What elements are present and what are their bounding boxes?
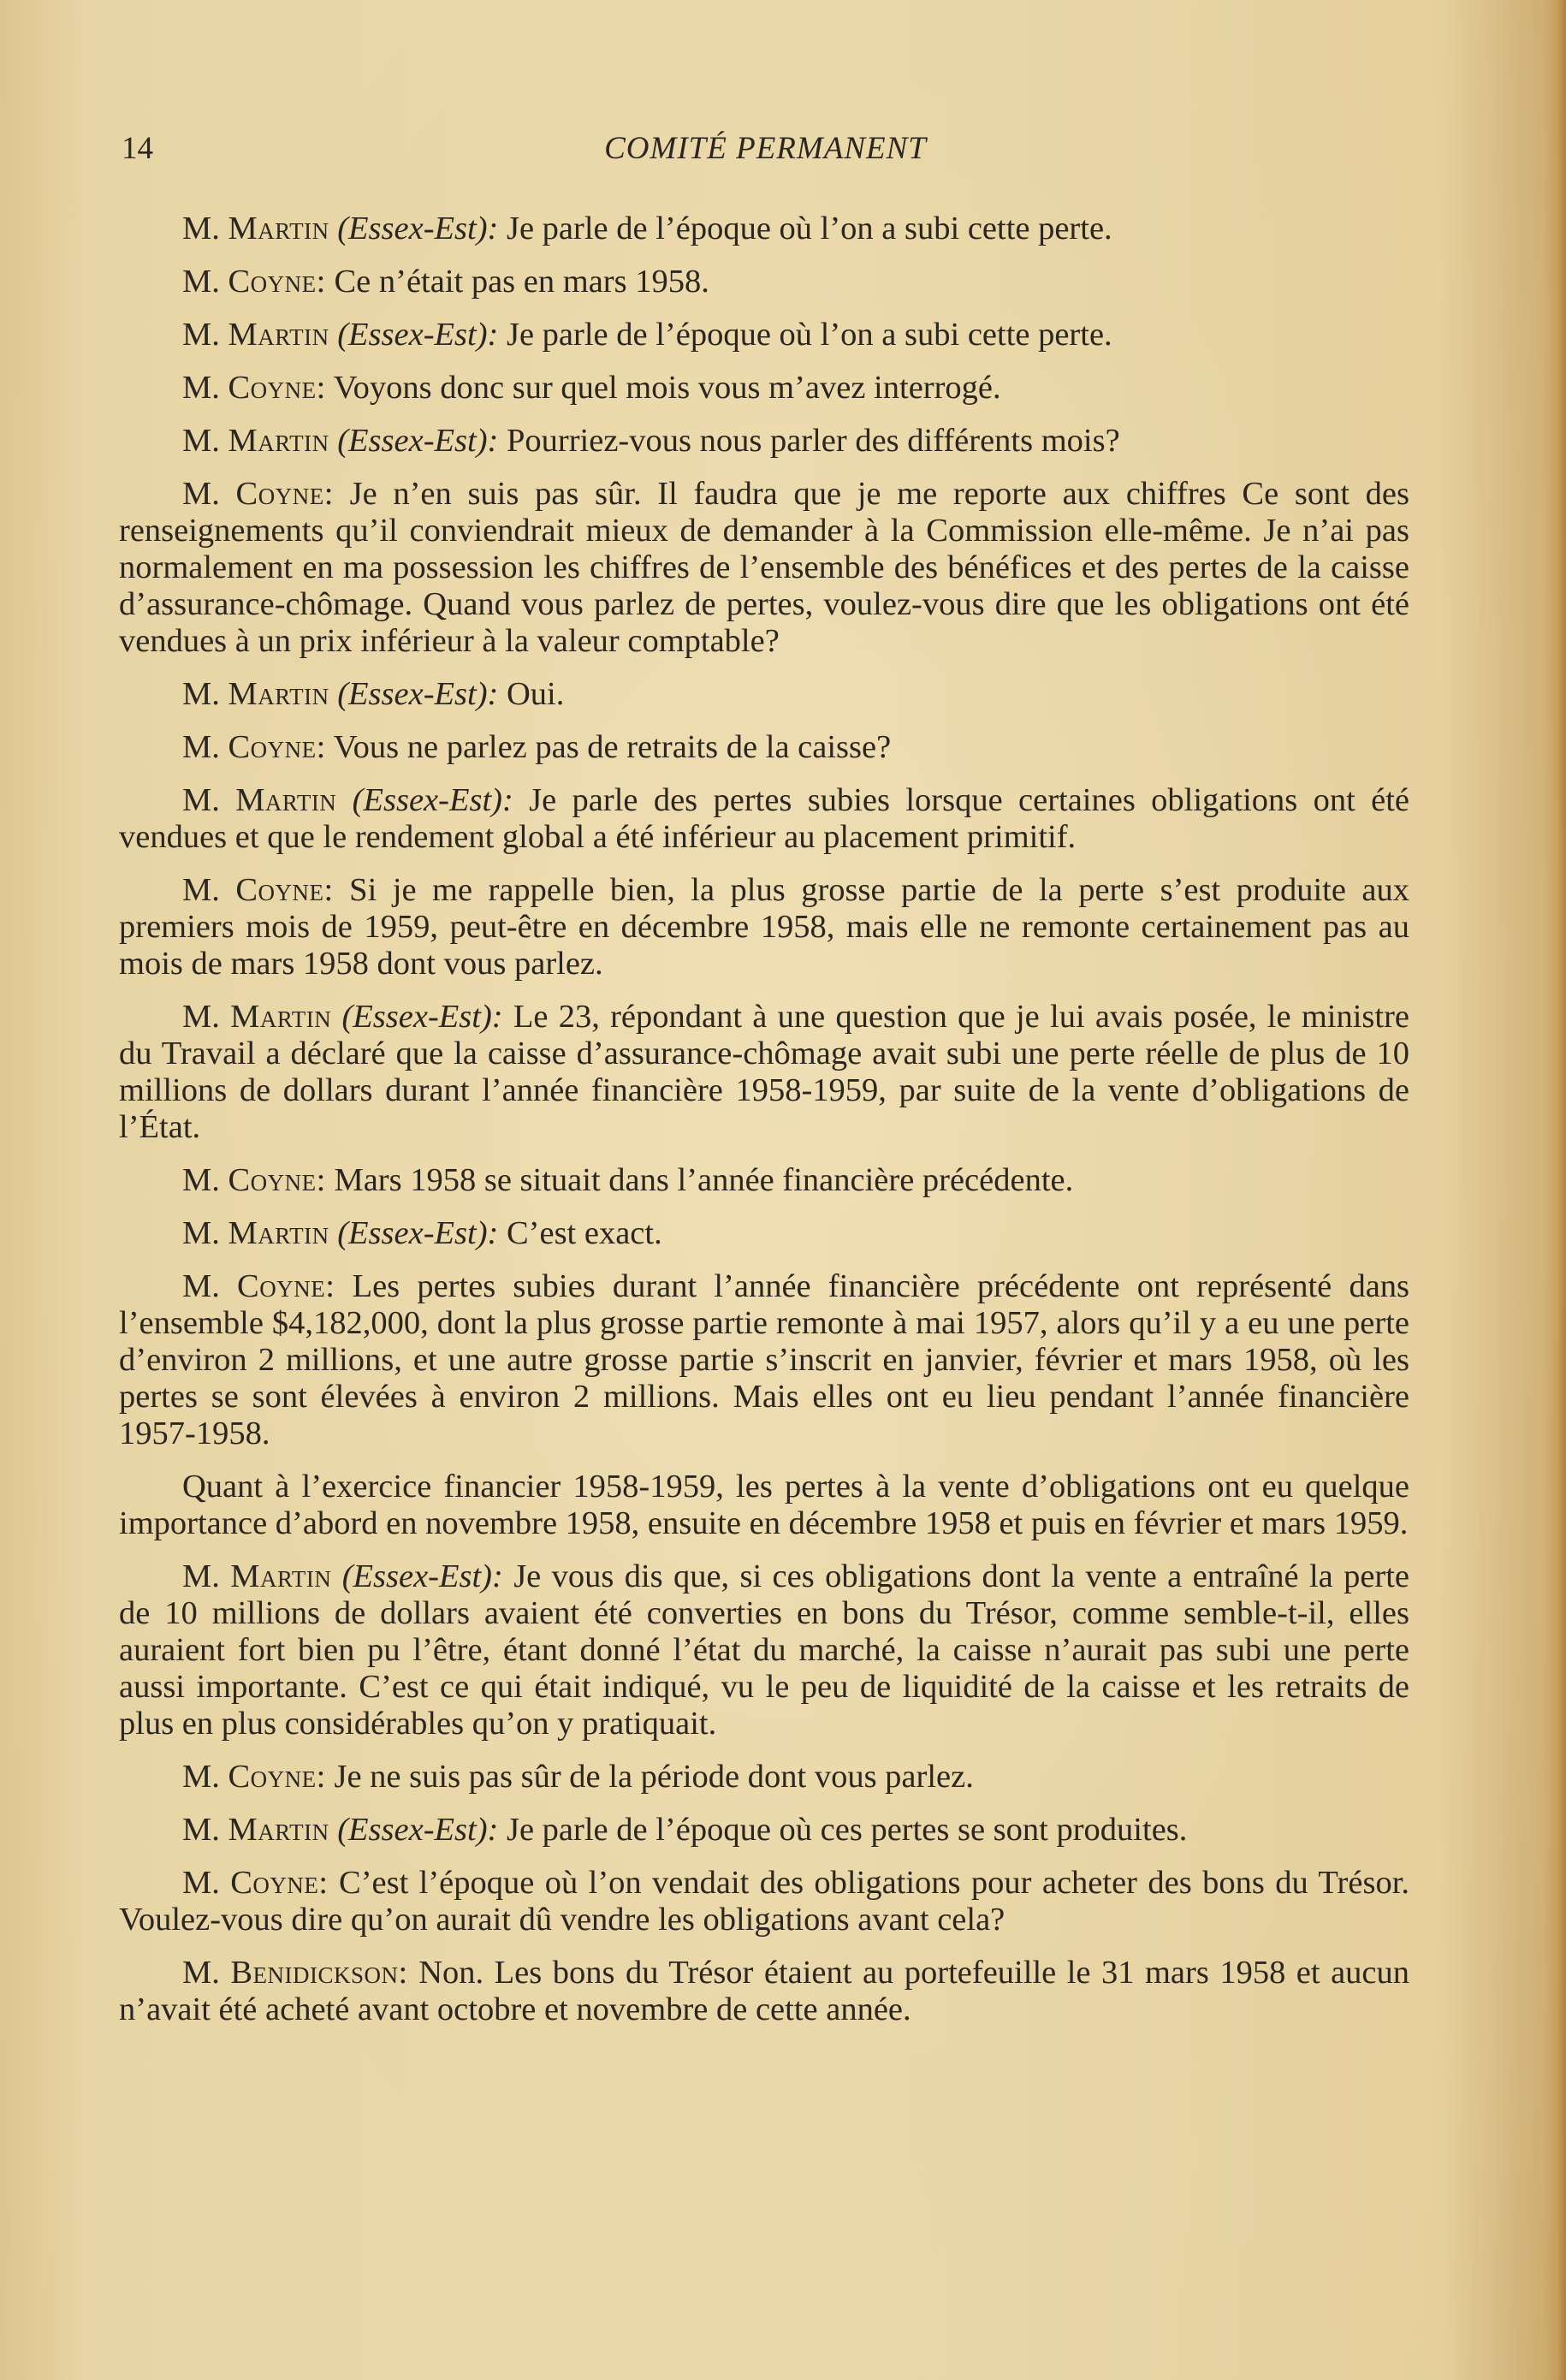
paragraph-text: Vous ne parlez pas de retraits de la caisse? bbox=[333, 729, 892, 765]
paragraph-text: Je vous dis que, si ces obligations dont la vente a entraîné la perte de 10 millions de dollars avaient été converties en bons du Trésor, comme semble-t-il, elles auraient fort bien pu l’être, étant donné l’état du marché, la caisse n’aurait pas subi une perte aussi importante. C’est ce qui était indiqué, vu le peu de liquidité de la caisse et les retraits de plus en plus considérables qu’on y pratiquait. bbox=[119, 1558, 1410, 1742]
speaker-name: Martin bbox=[228, 423, 329, 459]
paragraph-text: Je n’en suis pas sûr. Il faudra que je me reporte aux chiffres Ce sont des renseignements qu’il conviendrait mieux de demander à la Commission elle-même. Je n’ai pas normalement en ma possession les chiffres de l’ensemble des bénéfices et des pertes de la caisse d’assurance-chômage. Quand vous parlez de pertes, voulez-vous dire que les obligations ont été vendues à un prix inférieur à la valeur comptable? bbox=[119, 476, 1410, 659]
transcript-paragraph bbox=[119, 1268, 1409, 1452]
speaker-name: Coyne: bbox=[235, 872, 334, 908]
speaker-prefix: M. bbox=[182, 1215, 220, 1251]
speaker-riding: (Essex-Est): bbox=[352, 782, 513, 818]
paragraph-text: Je parle de l’époque où ces pertes se sont produites. bbox=[506, 1812, 1188, 1848]
speaker-riding: (Essex-Est): bbox=[341, 999, 503, 1035]
speaker-name: Martin bbox=[228, 1215, 329, 1251]
transcript-paragraph bbox=[119, 1215, 1409, 1252]
transcript-paragraph bbox=[119, 317, 1409, 353]
speaker-name: Coyne: bbox=[228, 370, 326, 406]
transcript-body bbox=[119, 211, 1409, 2045]
speaker-name: Martin bbox=[235, 782, 337, 818]
paragraph-text: Le 23, répondant à une question que je lui avais posée, le ministre du Travail a déclaré que la caisse d’assurance-chômage avait subi une perte réelle de plus de 10 millions de dollars durant l’année financière 1958-1959, par suite de la vente d’obligations de l’État. bbox=[119, 999, 1410, 1145]
speaker-prefix: M. bbox=[182, 1865, 220, 1901]
paragraph-text: Je ne suis pas sûr de la période dont vous parlez. bbox=[334, 1759, 974, 1795]
speaker-prefix: M. bbox=[182, 729, 220, 765]
speaker-prefix: M. bbox=[182, 1812, 220, 1848]
speaker-name: Coyne: bbox=[228, 264, 326, 300]
paragraph-text: Oui. bbox=[506, 676, 565, 712]
speaker-name: Martin bbox=[228, 317, 329, 353]
speaker-name: Martin bbox=[230, 999, 332, 1035]
paragraph-text: Je parle des pertes subies lorsque certaines obligations ont été vendues et que le rendement global a été inférieur au placement primitif. bbox=[119, 782, 1410, 855]
speaker-name: Coyne: bbox=[228, 1759, 326, 1795]
speaker-prefix: M. bbox=[182, 1558, 220, 1594]
speaker-name: Benidickson: bbox=[230, 1955, 408, 1991]
transcript-paragraph bbox=[119, 1812, 1409, 1849]
speaker-prefix: M. bbox=[182, 317, 220, 353]
page-edge-shadow bbox=[1544, 0, 1566, 2380]
speaker-prefix: M. bbox=[182, 676, 220, 712]
speaker-prefix: M. bbox=[182, 872, 220, 908]
speaker-riding: (Essex-Est): bbox=[341, 1558, 503, 1594]
speaker-prefix: M. bbox=[182, 476, 220, 512]
paragraph-text: Je parle de l’époque où l’on a subi cette perte. bbox=[506, 317, 1112, 353]
speaker-prefix: M. bbox=[182, 370, 220, 406]
running-head: COMITÉ PERMANENT bbox=[604, 131, 927, 166]
paragraph-text: Les pertes subies durant l’année financière précédente ont représenté dans l’ensemble $4,182,000, dont la plus grosse partie remonte à mai 1957, alors qu’il y a eu une perte d’environ 2 millions, et une autre grosse partie s’inscrit en janvier, février et mars 1958, où les pertes se sont élevées à environ 2 millions. Mais elles ont eu lieu pendant l’année financière 1957-1958. bbox=[119, 1268, 1410, 1451]
speaker-name: Martin bbox=[230, 1558, 332, 1594]
paragraph-text: Mars 1958 se situait dans l’année financière précédente. bbox=[334, 1162, 1074, 1198]
transcript-paragraph bbox=[119, 782, 1409, 856]
speaker-name: Coyne: bbox=[230, 1865, 329, 1901]
transcript-paragraph bbox=[119, 211, 1409, 247]
paragraph-text: Ce n’était pas en mars 1958. bbox=[334, 264, 709, 300]
speaker-name: Martin bbox=[228, 211, 329, 246]
paragraph-text: Voyons donc sur quel mois vous m’avez interrogé. bbox=[333, 370, 1001, 406]
transcript-paragraph bbox=[119, 676, 1409, 713]
speaker-riding: (Essex-Est): bbox=[337, 317, 499, 353]
page-header bbox=[122, 130, 1409, 175]
transcript-paragraph bbox=[119, 1865, 1409, 1938]
speaker-name: Martin bbox=[228, 676, 329, 712]
speaker-riding: (Essex-Est): bbox=[337, 211, 499, 246]
paragraph-text: Non. Les bons du Trésor étaient au portefeuille le 31 mars 1958 et aucun n’avait été acheté avant octobre et novembre de cette année. bbox=[119, 1955, 1410, 2027]
speaker-prefix: M. bbox=[182, 211, 220, 246]
speaker-prefix: M. bbox=[182, 782, 220, 818]
transcript-paragraph bbox=[119, 423, 1409, 460]
speaker-name: Coyne: bbox=[228, 1162, 326, 1198]
paragraph-text: Si je me rappelle bien, la plus grosse partie de la perte s’est produite aux premiers mois de 1959, peut-être en décembre 1958, mais elle ne remonte certainement pas au mois de mars 1958 dont vous parlez. bbox=[119, 872, 1410, 982]
transcript-paragraph bbox=[119, 1759, 1409, 1795]
paragraph-text: C’est l’époque où l’on vendait des obligations pour acheter des bons du Trésor. Voulez-vous dire qu’on aurait dû vendre les obligations avant cela? bbox=[119, 1865, 1410, 1938]
speaker-prefix: M. bbox=[182, 1759, 220, 1795]
speaker-name: Coyne: bbox=[237, 1268, 335, 1304]
page-number: 14 bbox=[122, 131, 153, 166]
speaker-prefix: M. bbox=[182, 1955, 220, 1991]
transcript-paragraph bbox=[119, 1162, 1409, 1199]
speaker-prefix: M. bbox=[182, 1268, 220, 1304]
transcript-paragraph bbox=[119, 1955, 1409, 2028]
speaker-name: Coyne: bbox=[228, 729, 326, 765]
speaker-riding: (Essex-Est): bbox=[337, 676, 499, 712]
transcript-paragraph bbox=[119, 872, 1409, 982]
transcript-paragraph bbox=[119, 729, 1409, 766]
paragraph-text: Je parle de l’époque où l’on a subi cette perte. bbox=[506, 211, 1112, 246]
speaker-name: Coyne: bbox=[235, 476, 334, 512]
transcript-paragraph bbox=[119, 1558, 1409, 1742]
transcript-paragraph bbox=[119, 999, 1409, 1146]
speaker-prefix: M. bbox=[182, 1162, 220, 1198]
paragraph-text: Pourriez-vous nous parler des différents mois? bbox=[506, 423, 1120, 459]
speaker-riding: (Essex-Est): bbox=[337, 1812, 499, 1848]
speaker-prefix: M. bbox=[182, 264, 220, 300]
transcript-paragraph bbox=[119, 370, 1409, 407]
paragraph-text: Quant à l’exercice financier 1958-1959, les pertes à la vente d’obligations ont eu quelque importance d’abord en novembre 1958, ensuite en décembre 1958 et puis en février et mars 1959. bbox=[119, 1469, 1409, 1541]
paragraph-text: C’est exact. bbox=[506, 1215, 662, 1251]
transcript-paragraph bbox=[119, 1469, 1409, 1542]
transcript-paragraph bbox=[119, 264, 1409, 300]
speaker-name: Martin bbox=[228, 1812, 329, 1848]
speaker-riding: (Essex-Est): bbox=[337, 1215, 499, 1251]
speaker-prefix: M. bbox=[182, 999, 220, 1035]
transcript-paragraph bbox=[119, 476, 1409, 660]
speaker-prefix: M. bbox=[182, 423, 220, 459]
speaker-riding: (Essex-Est): bbox=[337, 423, 499, 459]
